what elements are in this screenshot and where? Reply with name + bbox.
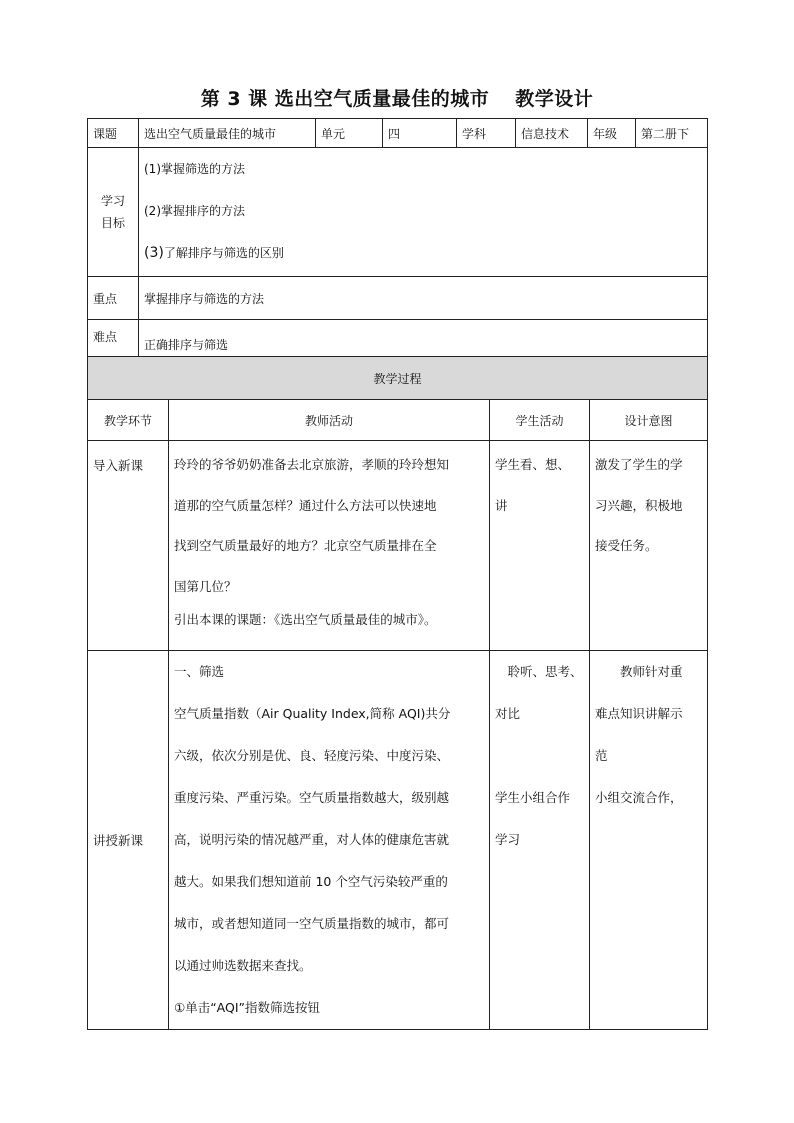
text-line: 难点知识讲解示 [595, 706, 683, 721]
design-intent-cell [590, 651, 708, 1030]
grade-value: 第二册下 [636, 119, 708, 148]
text-line: 教师针对重 [620, 664, 683, 679]
topic-value: 选出空气质量最佳的城市 [139, 119, 316, 148]
text-line: 接受任务。 [595, 538, 658, 553]
text-line: 对比 [495, 706, 521, 721]
text-line: 重度污染、严重污染。空气质量指数越大，级别越 [174, 790, 450, 805]
key-value: 掌握排序与筛选的方法 [139, 277, 708, 320]
process-row-intro [88, 441, 708, 651]
text-line: 道那的空气质量怎样？通过什么方法可以快速地 [174, 497, 437, 513]
subject-label: 学科 [457, 119, 516, 148]
title-main: 第 3 课 选出空气质量最佳的城市 [200, 88, 490, 110]
process-header-row [88, 357, 708, 400]
text-line: 找到空气质量最好的地方？北京空气质量排在全 [174, 538, 437, 553]
text-line: 城市，或者想知道同一空气质量指数的城市，都可 [174, 916, 450, 931]
teaching-process-table [87, 356, 708, 1030]
stage-cell: 导入新课 [88, 441, 169, 651]
info-row-key [88, 277, 708, 320]
subject-value: 信息技术 [516, 119, 588, 148]
goals-label [88, 148, 139, 277]
lesson-info-table [87, 118, 708, 369]
grade-label: 年级 [588, 119, 636, 148]
difficulty-value: 正确排序与筛选 [139, 320, 708, 369]
goals-label-line-1: 学习 [100, 194, 125, 208]
text-line: 聆听、思考、 [507, 664, 583, 679]
text-line: 越大。如果我们想知道前 10 个空气污染较严重的 [174, 874, 448, 889]
column-header-intent: 设计意图 [590, 400, 708, 441]
text-line: 引出本课的课题：《选出空气质量最佳的城市》。 [174, 612, 437, 627]
text-line: 以通过帅选数据来查找。 [174, 958, 312, 973]
column-header-row [88, 400, 708, 441]
text-line: 讲 [495, 497, 508, 513]
text-line: 范 [595, 748, 608, 763]
text-line [495, 735, 584, 777]
key-label: 重点 [88, 277, 139, 320]
text-line: 学生看、想、 [495, 457, 571, 472]
text-line: 六级，依次分别是优、良、轻度污染、中度污染、 [174, 748, 450, 763]
info-row-goals [88, 148, 708, 277]
text-line: 玲玲的爷爷奶奶准备去北京旅游，孝顺的玲玲想知 [174, 457, 450, 472]
goal-item: (1)掌握筛选的方法 [144, 162, 246, 176]
text-line: 高，说明污染的情况越严重，对人体的健康危害就 [174, 832, 450, 847]
topic-label: 课题 [88, 119, 139, 148]
text-line: 国第几位？ [174, 578, 237, 594]
column-header-stage: 教学环节 [88, 400, 169, 441]
difficulty-label: 难点 [88, 320, 139, 369]
stage-cell: 讲授新课 [88, 651, 169, 1030]
text-line: 学生小组合作 [495, 790, 571, 805]
goals-list [139, 148, 708, 277]
goal-item: (2)掌握排序的方法 [144, 204, 246, 218]
text-line: 空气质量指数（Air Quality Index,简称 AQI)共分 [174, 706, 451, 721]
text-line: 学习 [495, 832, 521, 847]
text-line: 一、筛选 [174, 664, 225, 679]
unit-label: 单元 [316, 119, 383, 148]
unit-value: 四 [383, 119, 457, 148]
teacher-activity-cell [169, 651, 490, 1030]
student-activity-cell [490, 441, 590, 651]
document-title [0, 84, 794, 111]
text-line: 小组交流合作， [595, 790, 683, 805]
column-header-teacher: 教师活动 [169, 400, 490, 441]
process-header: 教学过程 [88, 357, 708, 400]
info-row-topic [88, 119, 708, 148]
column-header-student: 学生活动 [490, 400, 590, 441]
goals-label-line-2: 目标 [100, 216, 125, 230]
design-intent-cell [590, 441, 708, 651]
goal-item: (3)了解排序与筛选的区别 [144, 245, 284, 261]
teacher-activity-cell [169, 441, 490, 651]
student-activity-cell [490, 651, 590, 1030]
text-line: 激发了学生的学 [595, 457, 683, 472]
process-row-new-lesson [88, 651, 708, 1030]
text-line: 习兴趣，积极地 [595, 497, 683, 513]
text-line: ①单击“AQI”指数筛选按钮 [174, 1000, 321, 1015]
title-suffix: 教学设计 [515, 88, 594, 110]
